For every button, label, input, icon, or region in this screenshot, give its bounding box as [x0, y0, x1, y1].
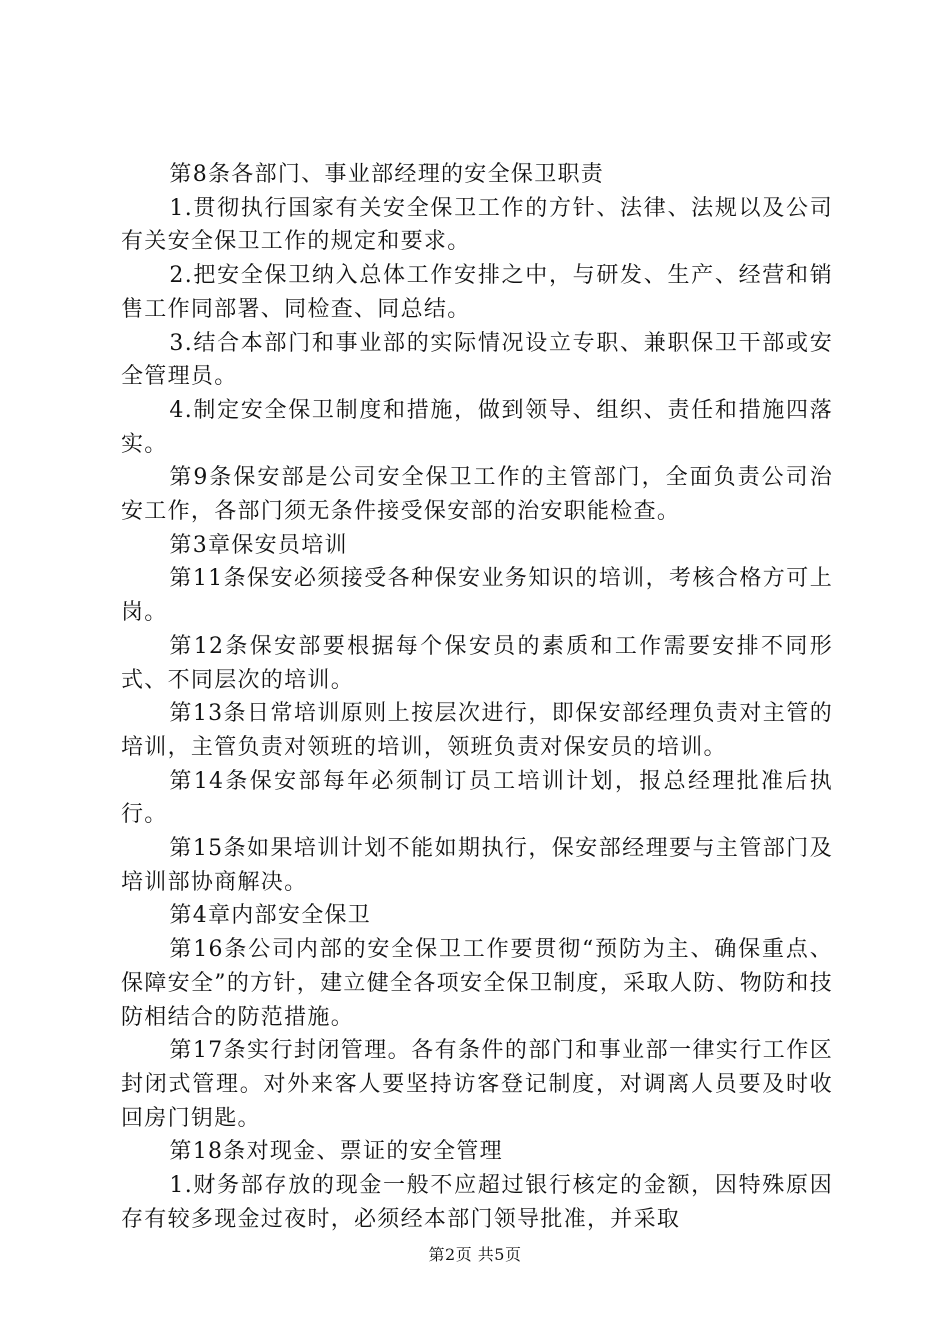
paragraph-article-18-item-1: 1.财务部存放的现金一般不应超过银行核定的金额，因特殊原因存有较多现金过夜时，必须经本部门领导批准，并采取: [121, 1173, 833, 1232]
chapter-3-heading: 第3章保安员培训: [169, 532, 348, 558]
chapter-4-heading: 第4章内部安全保卫: [169, 903, 372, 929]
paragraph-article-9: 第9条保安部是公司安全保卫工作的主管部门，全面负责公司治安工作，各部门须无条件接受保安部的治安职能检查。: [121, 465, 833, 525]
paragraph-article-18-heading: 第18条对现金、票证的安全管理: [169, 1139, 503, 1165]
document-body: [121, 158, 833, 1237]
paragraph-article-11: 第11条保安必须接受各种保安业务知识的培训，考核合格方可上岗。: [121, 566, 833, 626]
paragraph-article-8-heading: 第8条各部门、事业部经理的安全保卫职责: [169, 162, 605, 187]
paragraph-article-8-item-1: 1.贯彻执行国家有关安全保卫工作的方针、法律、法规以及公司有关安全保卫工作的规定和要求。: [121, 195, 833, 255]
paragraph-article-8-item-2: 2.把安全保卫纳入总体工作安排之中，与研发、生产、经营和销售工作同部署、同检查、同总结。: [121, 263, 833, 322]
paragraph-article-8-item-3: 3.结合本部门和事业部的实际情况设立专职、兼职保卫干部或安全管理员。: [121, 330, 833, 390]
page-number: 第2页: [428, 1245, 473, 1264]
paragraph-article-16: 第16条公司内部的安全保卫工作要贯彻“预防为主、确保重点、保障安全”的方针，建立健全各项安全保卫制度，采取人防、物防和技防相结合的防范措施。: [121, 937, 833, 1030]
paragraph-article-14: 第14条保安部每年必须制订员工培训计划，报总经理批准后执行。: [121, 768, 833, 828]
page-total: 共5页: [477, 1245, 522, 1264]
page-footer: [0, 1242, 950, 1265]
paragraph-article-15: 第15条如果培训计划不能如期执行，保安部经理要与主管部门及培训部协商解决。: [121, 836, 833, 895]
paragraph-article-12: 第12条保安部要根据每个保安员的素质和工作需要安排不同形式、不同层次的培训。: [121, 633, 833, 693]
paragraph-article-17: 第17条实行封闭管理。各有条件的部门和事业部一律实行工作区封闭式管理。对外来客人要坚持访客登记制度，对调离人员要及时收回房门钥匙。: [121, 1038, 833, 1131]
paragraph-article-8-item-4: 4.制定安全保卫制度和措施，做到领导、组织、责任和措施四落实。: [121, 397, 833, 457]
paragraph-article-13: 第13条日常培训原则上按层次进行，即保安部经理负责对主管的培训，主管负责对领班的培训，领班负责对保安员的培训。: [121, 701, 833, 760]
